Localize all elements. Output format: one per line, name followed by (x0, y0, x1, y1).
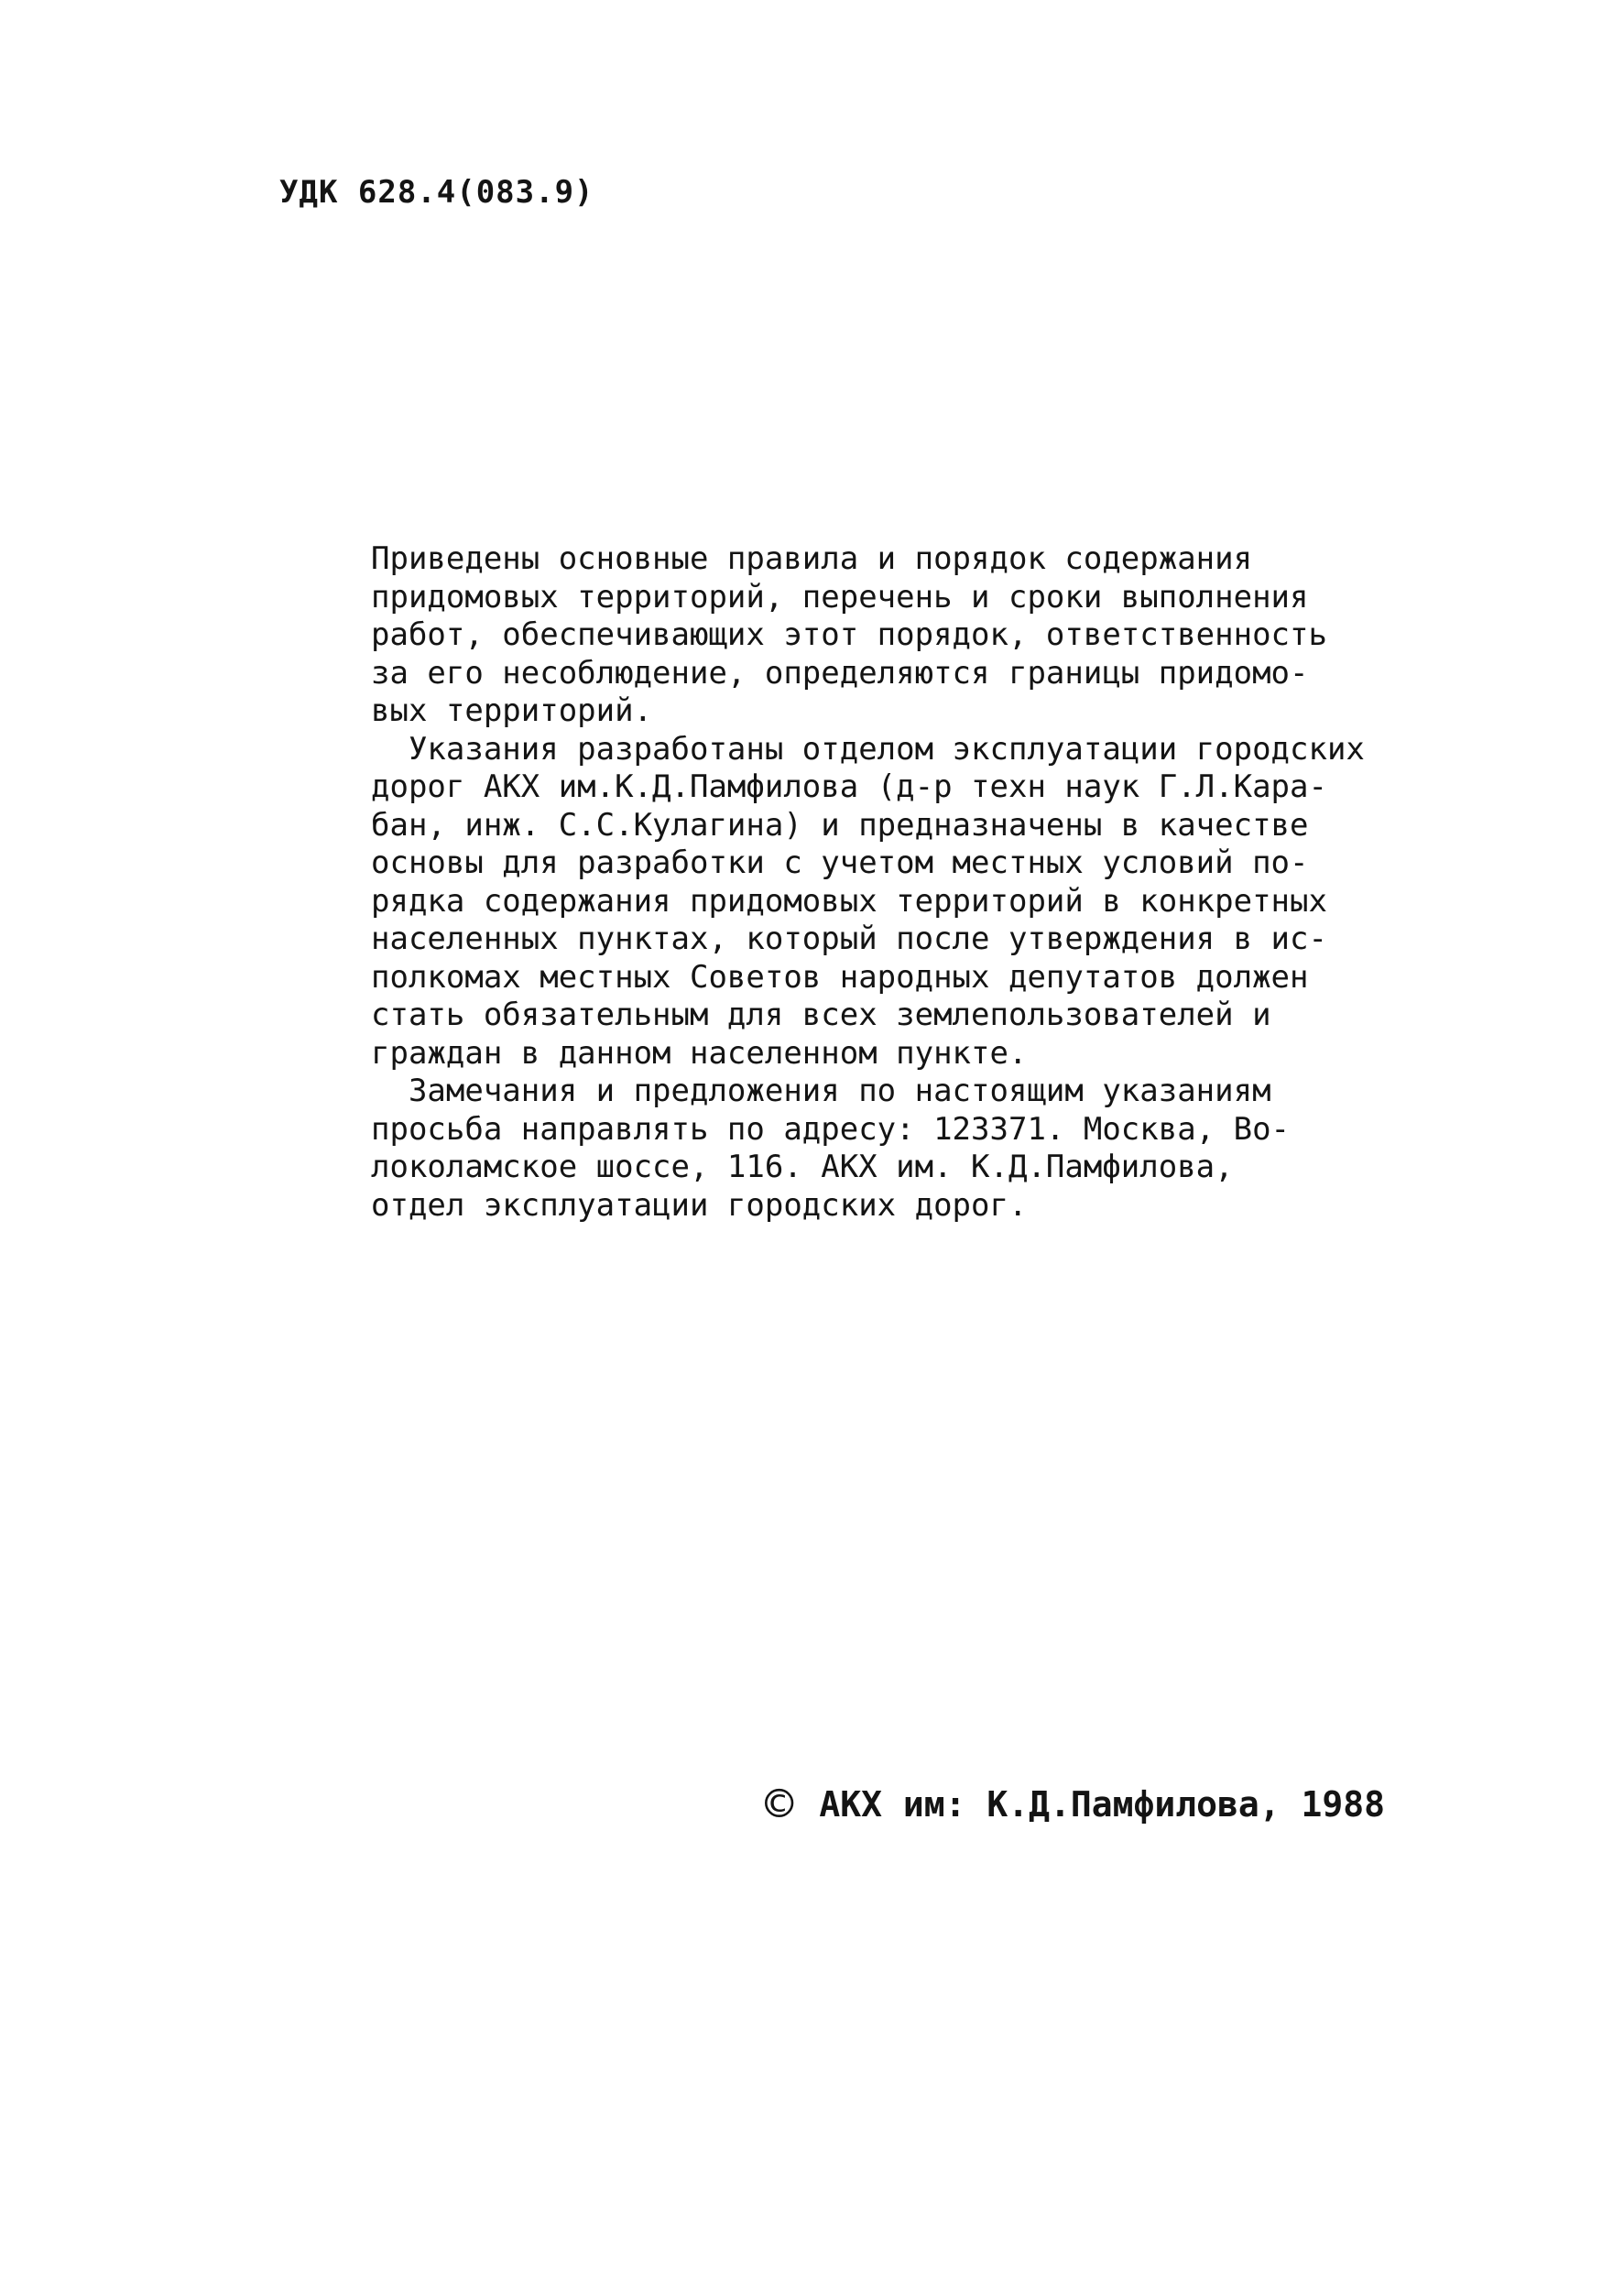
abstract-text (371, 540, 1397, 1225)
abstract-line: придомовых территорий, перечень и сроки выполнения (371, 578, 1309, 616)
abstract-line: Приведены основные правила и порядок содержания (371, 540, 1253, 577)
abstract-line: локоламское шоссе, 116. АКХ им. К.Д.Памфилова, (371, 1149, 1234, 1185)
abstract-line: Указания разработаны отделом эксплуатации городских (371, 730, 1365, 768)
abstract-line: бан, инж. С.С.Кулагина) и предназначены в качестве (371, 806, 1309, 844)
abstract-line: дорог АКХ им.К.Д.Памфилова (д-р техн наук Г.Л.Кара- (371, 768, 1327, 805)
copyright-icon: © (765, 1777, 794, 1832)
abstract-line: рядка содержания придомовых территорий в конкретных (371, 882, 1327, 920)
copyright-text: АКХ им: К.Д.Памфилова, 1988 (819, 1784, 1386, 1825)
abstract-line: стать обязательным для всех землепользователей и (371, 997, 1271, 1033)
abstract-line: просьба направлять по адресу: 123371. Москва, Во- (371, 1110, 1291, 1148)
abstract-line: основы для разработки с учетом местных условий по- (371, 844, 1309, 881)
abstract-line: граждан в данном населенном пункте. (371, 1034, 1028, 1072)
abstract-line: за его несоблюдение, определяются границы придомо- (371, 654, 1309, 692)
abstract-line: полкомах местных Советов народных депутатов должен (371, 958, 1309, 996)
copyright-notice (765, 1777, 1386, 1832)
abstract-line: Замечания и предложения по настоящим указаниям (371, 1073, 1271, 1109)
abstract-line: населенных пунктах, который после утверждения в ис- (371, 921, 1327, 957)
abstract-line: отдел эксплуатации городских дорог. (371, 1186, 1028, 1224)
abstract-line: вых территорий. (371, 692, 653, 729)
udc-code: УДК 628.4(083.9) (279, 174, 594, 211)
abstract-line: работ, обеспечивающих этот порядок, ответственность (371, 616, 1327, 653)
